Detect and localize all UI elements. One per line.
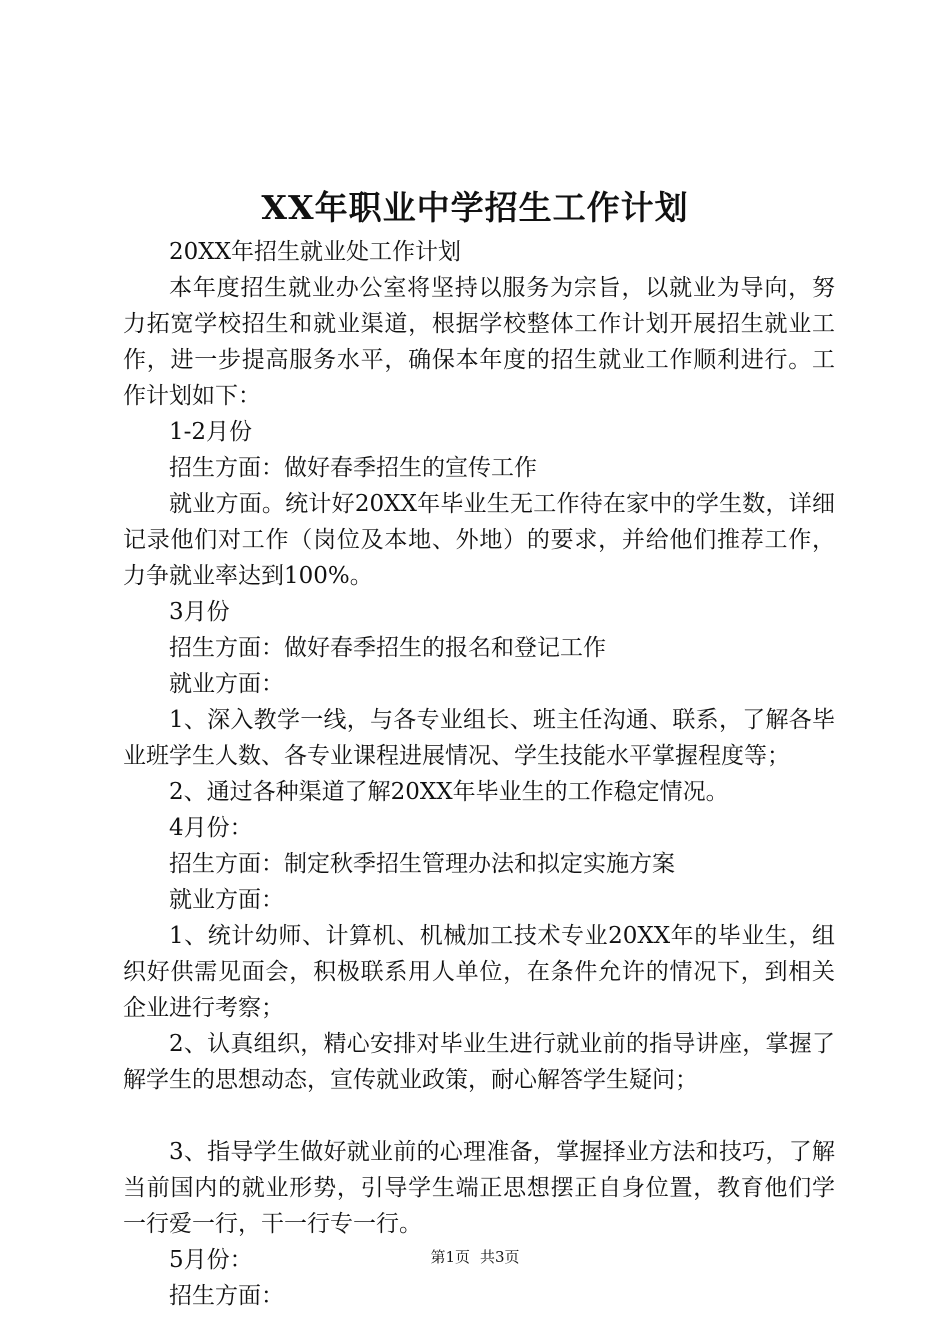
page-total: 共3页 [480, 1248, 520, 1266]
paragraph-intro: 本年度招生就业办公室将坚持以服务为宗旨，以就业为导向，努力拓宽学校招生和就业渠道，根据学校整体工作计划开展招生就业工作，进一步提高服务水平，确保本年度的招生就业工作顺利进行。工作计划如下： [123, 275, 835, 409]
blank-line [123, 1098, 835, 1134]
paragraph-employment-march-item-2: 2、通过各种渠道了解20XX年毕业生的工作稳定情况。 [169, 779, 729, 805]
section-heading-may: 5月份： [169, 1247, 253, 1273]
paragraph-enrollment-april: 招生方面：制定秋季招生管理办法和拟定实施方案 [169, 851, 675, 877]
paragraph-enrollment-march: 招生方面：做好春季招生的报名和登记工作 [169, 635, 606, 661]
paragraph-enrollment-jan-feb: 招生方面：做好春季招生的宣传工作 [169, 455, 537, 481]
section-heading-march: 3月份 [169, 599, 230, 625]
section-heading-jan-feb: 1-2月份 [169, 419, 253, 445]
paragraph-employment-april-item-3: 3、指导学生做好就业前的心理准备，掌握择业方法和技巧，了解当前国内的就业形势，引导学生端正思想摆正自身位置，教育他们学一行爱一行，干一行专一行。 [123, 1139, 835, 1237]
paragraph-employment-april-item-2: 2、认真组织，精心安排对毕业生进行就业前的指导讲座，掌握了解学生的思想动态，宣传就业政策，耐心解答学生疑问； [123, 1031, 835, 1093]
paragraph-subtitle: 20XX年招生就业处工作计划 [169, 239, 462, 265]
section-heading-april: 4月份： [169, 815, 253, 841]
paragraph-employment-march-item-1: 1、深入教学一线，与各专业组长、班主任沟通、联系，了解各毕业班学生人数、各专业课程进展情况、学生技能水平掌握程度等； [123, 707, 835, 769]
document-body [123, 234, 835, 1314]
paragraph-employment-jan-feb: 就业方面。统计好20XX年毕业生无工作待在家中的学生数，详细记录他们对工作（岗位及本地、外地）的要求，并给他们推荐工作，力争就业率达到100%。 [123, 491, 835, 589]
paragraph-employment-april-label: 就业方面： [169, 887, 284, 913]
paragraph-enrollment-may: 招生方面： [169, 1283, 284, 1309]
document-title: XX年职业中学招生工作计划 [261, 188, 689, 227]
paragraph-employment-march-label: 就业方面： [169, 671, 284, 697]
page-number: 第1页 [430, 1248, 470, 1266]
page-footer [0, 1246, 950, 1268]
paragraph-employment-april-item-1: 1、统计幼师、计算机、机械加工技术专业20XX年的毕业生，组织好供需见面会，积极联系用人单位，在条件允许的情况下，到相关企业进行考察； [123, 923, 835, 1021]
